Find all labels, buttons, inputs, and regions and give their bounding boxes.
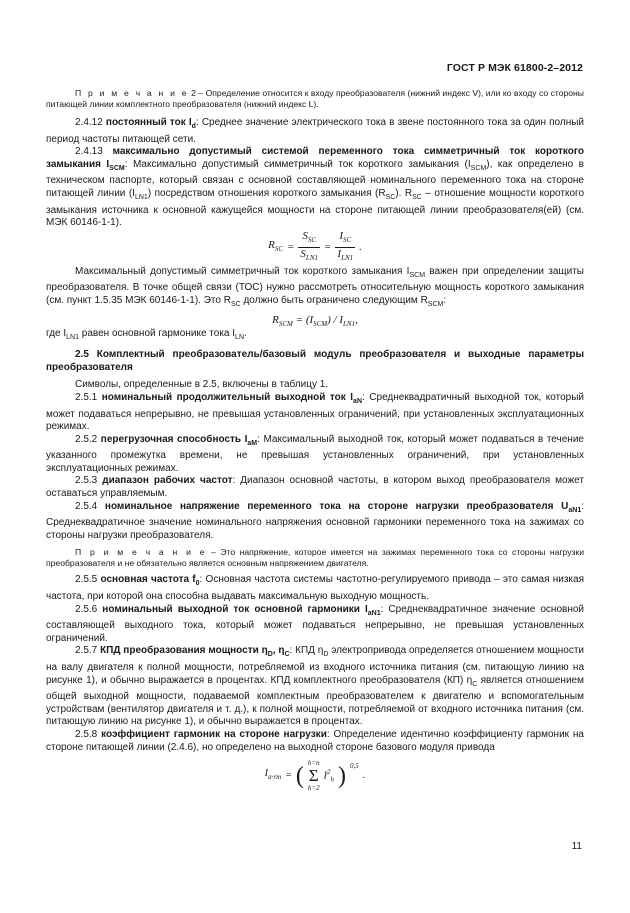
paragraph-max-current: Максимальный допустимый симметричный ток короткого замыкания $I_{SCM}$ важен при определении защиты преобразователя. В точке общей связи (ТОС) нужно рассмотреть относительную мощность короткого замыкания (см. пункт 1.5.35 МЭК 60146-1-1). Это $R_{SC}$ должно быть ограничено следующим $R_{SCM}$: (46, 265, 584, 308)
clause-2-5-5: 2.5.5 основная частота $f_0$: Основная частота системы частотно-регулируемого привода – это самая низкая частота, при которой она способна выдавать максимальную выходную мощность. (46, 574, 584, 603)
clause-2-5-2: 2.5.2 перегрузочная способность $I_{aM}$: Максимальный выходной ток, который может подаваться в течение указанного промежутка времени, не превышая установленных ограничений, при установленных эксплуатационных режимах. (46, 433, 584, 474)
note-1: П р и м е ч а н и е 2 – Определение относится к входу преобразователя (нижний индекс V), или ко входу со стороны питающей линии комплектного преобразователя (нижний индекс L). (46, 88, 584, 109)
clause-2-5-7: 2.5.7 КПД преобразования мощности $\eta_D$, $\eta_C$: КПД $\eta_D$ электропривода определяется отношением мощности на валу двигателя к полной мощности, потребляемой из входного источника питания (см. питающую линию на рисунке 1), и обычно выражается в процентах. КПД комплектного преобразователя (КП) $\eta_C$ является отношением общей выходной мощности, подаваемой комплектным преобразователем к двигателю и вспомогательным устройствам (вентилятор двигателя и т. д.), к полной мощности, потребляемой от входного источника питания (см. питающую линию на рисунке 1), и обычно выражается в процентах. (46, 645, 584, 728)
formula-rscm: $R_{SCM} = (I_{SCM}) / I_{LN1}$, (272, 313, 358, 328)
clause-2-5-4: 2.5.4 номинальное напряжение переменного тока на стороне нагрузки преобразователя $U_{aN1}$: Среднеквадратичное значение номинального напряжения основной гармоники переменного тока на зажимах со стороны нагрузки преобразователя. (46, 500, 584, 541)
note-2: П р и м е ч а н и е – Это напряжение, которое имеется на зажимах переменного тока со стороны нагрузки преобразователя и не обязательно является основным напряжением двигателя. (46, 547, 584, 569)
standard-header: ГОСТ Р МЭК 61800-2–2012 (446, 62, 583, 74)
clause-2-5-8: 2.5.8 коэффициент гармоник на стороне нагрузки: Определение идентично коэффициенту гармоник на стороне питающей линии (2.4.6), но определено на выходной стороне базового модуля привода (46, 728, 584, 753)
note-label: П р и м е ч а н и е (75, 88, 189, 98)
formula-harmonic: $I_{a\cdot rm}$ = ( h=n Σ h=2 $I^2_h$ ) $^{0,5}$ . (264, 759, 366, 793)
document-body (46, 88, 584, 798)
paragraph-symbols: Символы, определенные в 2.5, включены в таблицу 1. (75, 379, 329, 391)
clause-2-5-1: 2.5.1 номинальный продолжительный выходной ток $I_{aN}$: Среднеквадратичный выходной ток, который может подаваться непрерывно, не превышая установленных ограничений, при установленных эксплуатационных режимах. (46, 391, 584, 433)
formula-rsc: $R_{SC}$ = $\frac{S_{SC}}{S_{LN1}}$ = $\frac{I_{SC}}{I_{LN1}}$ . (268, 230, 362, 263)
sum-symbol: h=n Σ h=2 (307, 759, 320, 793)
paragraph-where: где $I_{LN1}$ равен основной гармонике тока $I_{LN}$. (46, 327, 247, 341)
note-label: П р и м е ч а н и е (75, 547, 207, 558)
clause-2-5-6: 2.5.6 номинальный выходной ток основной гармоники $I_{aN1}$: Среднеквадратичное значение основной составляющей выходного тока, который может подаваться непрерывно, не превышая установленных ограничений. (46, 603, 584, 644)
clause-2-4-12: 2.4.12 постоянный ток $I_d$: Среднее значение электрического тока в звене постоянного тока за один полный период частоты питающей сети. (46, 117, 584, 145)
section-2-5-title: 2.5 Комплектный преобразователь/базовый модуль преобразователя и выходные параметры преобразователя (46, 349, 584, 373)
page-number: 11 (571, 841, 582, 852)
clause-2-4-13: 2.4.13 максимально допустимый системой переменного тока симметричный ток короткого замыкания $I_{SCM}$: Максимально допустимый симметричный ток короткого замыкания $(I_{SCM})$, как определено в техническом паспорте, который связан с основной составляющей номинального переменного тока на стороне питающей линии $(I_{LN1})$ посредством отношения короткого замыкания $(R_{SC})$. $R_{SC}$ – отношение мощности короткого замыкания источника к основной кажущейся мощности на стороне питающей линии преобразователя(ей) (см. МЭК 60146-1-1). (46, 146, 585, 229)
clause-2-5-3: 2.5.3 диапазон рабочих частот: Диапазон основной частоты, в котором выход преобразователя может оставаться управляемым. (46, 475, 584, 500)
